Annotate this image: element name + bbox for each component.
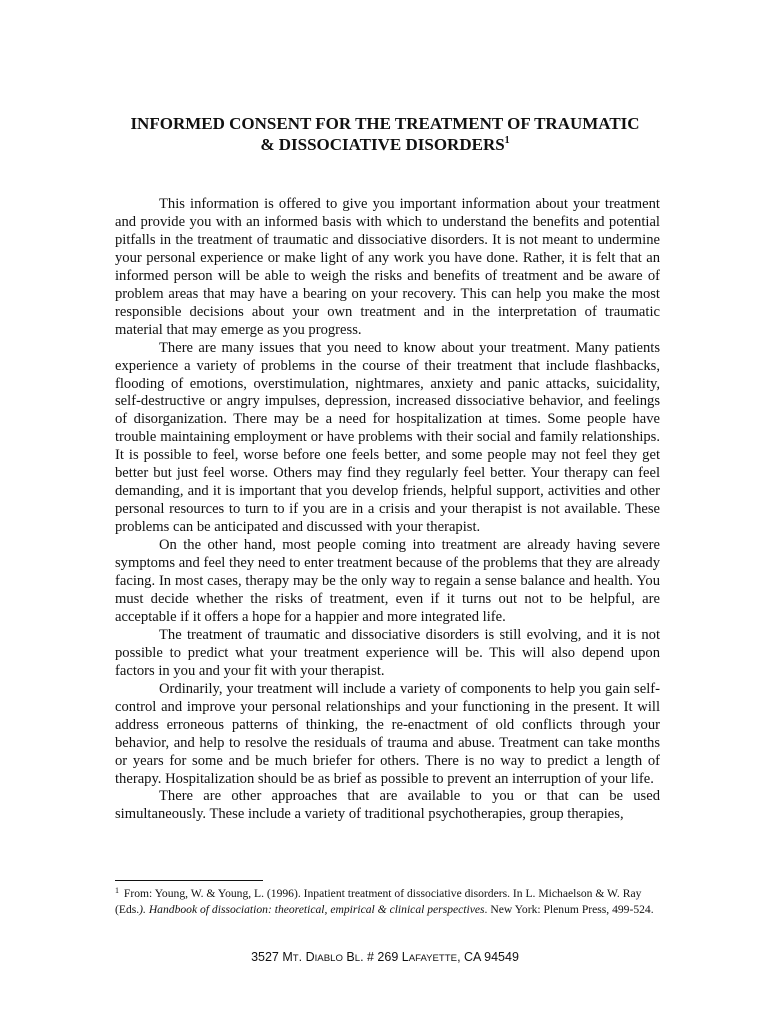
footnote-divider [115,880,263,881]
title-line-2: & DISSOCIATIVE DISORDERS [260,135,505,154]
paragraph-intro: This information is offered to give you important information about your treatment and provide you with an informed basis with which to understand the benefits and potential pitfalls in the treatment of traumatic and dissociative disorders. It is not meant to undermine your personal experience or make light of any work you have done. Rather, it is felt that an informed person will be able to weigh the risks and benefits of treatment and be aware of problem areas that may have a bearing on your recovery. This can help you make the most responsible decisions about your own treatment and in the interpretation of traumatic material that may emerge as you progress. [115,196,660,338]
document-title [100,113,670,155]
paragraph-approaches: There are other approaches that are available to you or that can be used simultaneously. These include a variety of traditional psychotherapies, group therapies, [115,788,660,823]
footnote [115,886,660,918]
title-footnote-mark: 1 [504,135,510,146]
footer-address-part: IABLO [314,953,343,964]
footnote-text-after: . New York: Plenum Press, 499-524. [484,903,654,916]
footer-address-part: L [354,953,361,964]
footnote-mark: 1 [115,886,119,895]
paragraph-evolving: The treatment of traumatic and dissociative disorders is still evolving, and it is not possible to predict what your treatment experience will be. This will also depend upon factors in you and your fit with your therapist. [115,626,660,679]
footer-address [100,949,670,967]
footer-address-part: T [292,953,299,964]
title-line-1: INFORMED CONSENT FOR THE TREATMENT OF TRAUMATIC [130,114,640,133]
footer-address-part: , CA 94549 [457,950,519,964]
paragraph-other-hand: On the other hand, most people coming into treatment are already having severe symptoms and feel they need to enter treatment because of the problems that they are already facing. In most cases, therapy may be the only way to regain a sense balance and health. You must decide whether the risks of treatment, even if it turns out not to be helpful, are acceptable if it offers a hope for a happier and more integrated life. [115,537,660,625]
footer-address-part: . D [298,950,315,964]
footnote-text-before: From: Young, W. & Young, L. (1996). Inpatient treatment of dissociative disorders. In L. Michaelson & W. Ray (Eds. [115,887,642,916]
document-body [115,196,660,824]
paragraph-components: Ordinarily, your treatment will include a variety of components to help you gain self-control and improve your personal relationships and your functioning in the present. It will address erroneous patterns of thinking, the re-enactment of old conflicts through your behavior, and help to resolve the residuals of trauma and abuse. Treatment can take months or years for some and be much briefer for others. There is no way to predict a length of therapy. Hospitalization should be as brief as possible to prevent an interruption of your life. [115,680,660,787]
footer-address-part: B [342,950,355,964]
paragraph-issues: There are many issues that you need to know about your treatment. Many patients experience a variety of problems in the course of their treatment that include flashbacks, flooding of emotions, overstimulation, nightmares, anxiety and panic attacks, suicidality, self-destructive or angry impulses, depression, increased dissociative behavior, and feelings of disorganization. There may be a need for hospitalization at times. Some people have trouble maintaining employment or have problems with their social and family relationships. It is possible to feel, worse before one feels better, and some people may not feel they get better but just feel worse. Others may find they regularly feel better. Your therapy can feel demanding, and it is important that you develop friends, helpful support, activities and other personal resources to turn to if you are in a crisis and your therapist is not available. These problems can be anticipated and discussed with your therapist. [115,339,660,536]
footnote-text-italic: ). Handbook of dissociation: theoretical, empirical & clinical perspectives [139,903,485,916]
footer-address-part: AFAYETTE [408,953,458,964]
footer-address-part: . # 269 L [360,950,409,964]
footer-address-part: 3527 M [251,950,293,964]
